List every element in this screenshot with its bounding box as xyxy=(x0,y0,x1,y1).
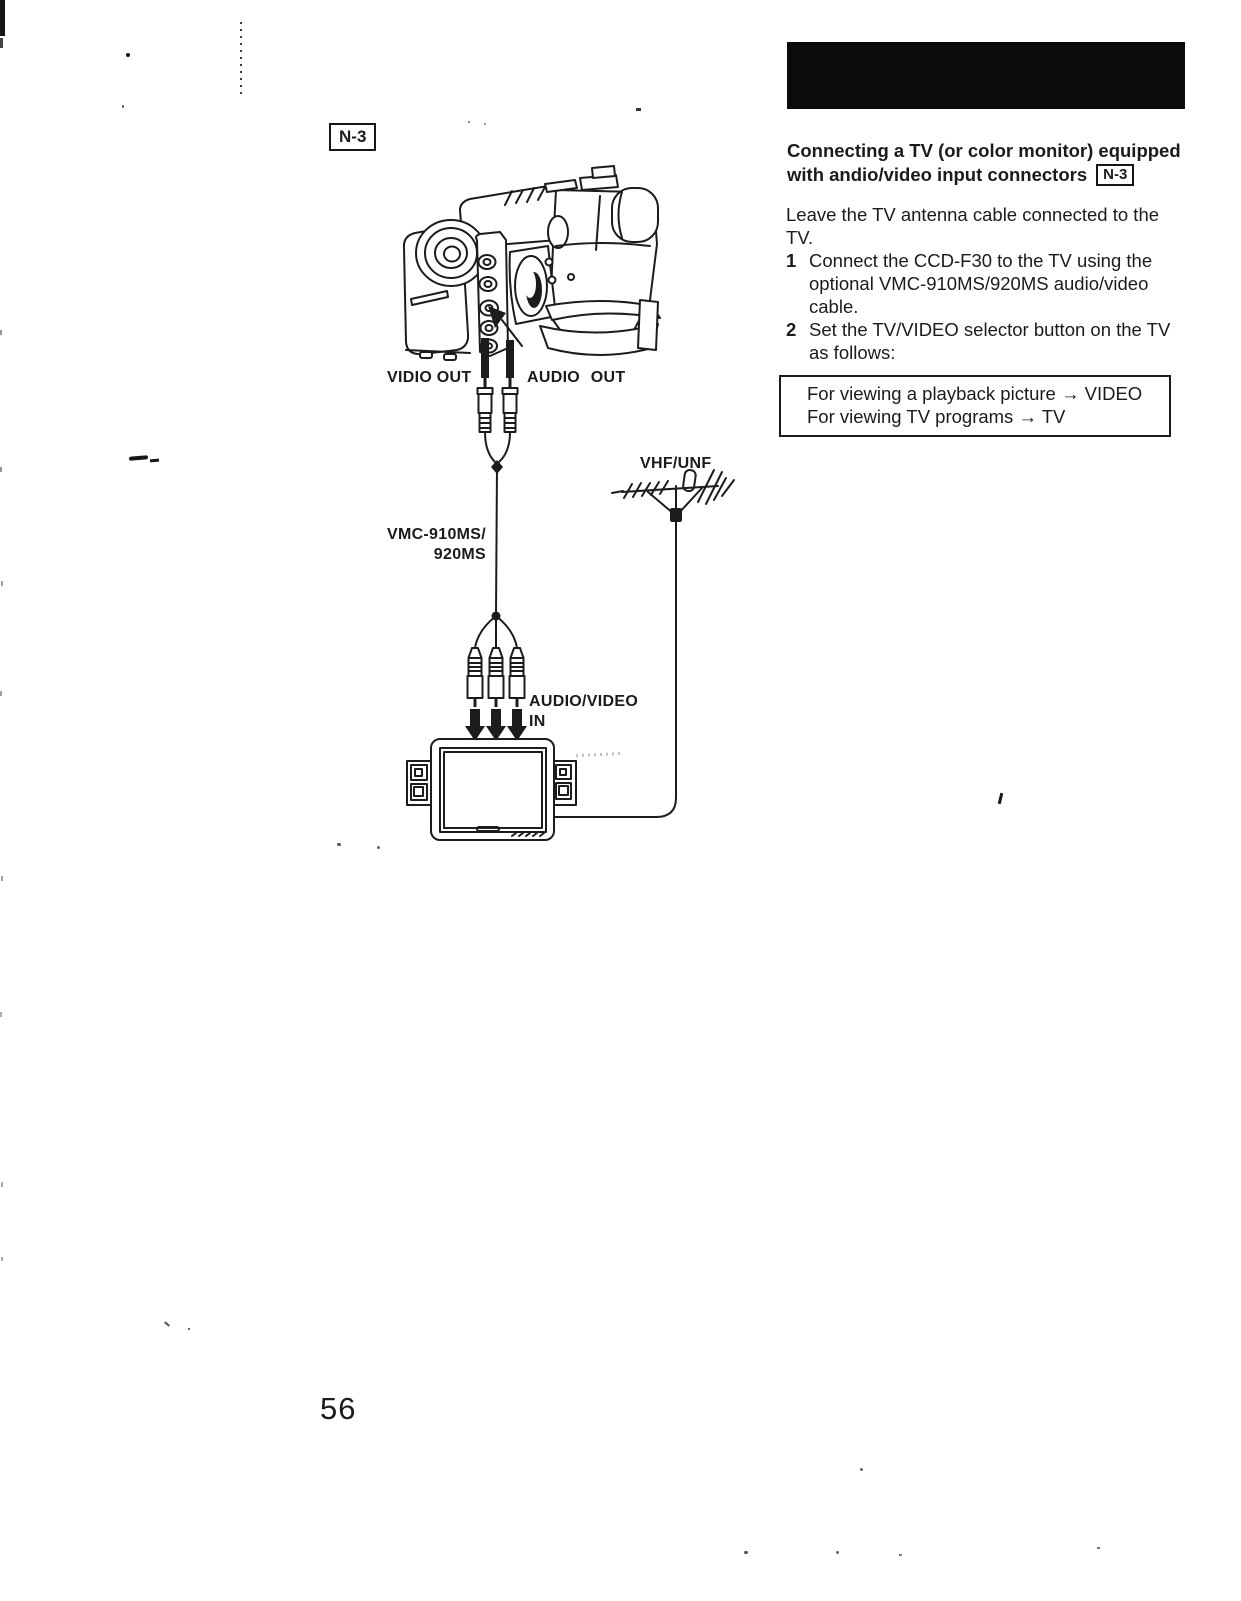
step-number: 2 xyxy=(786,319,797,340)
diagram-section-tag: N-3 xyxy=(329,123,376,151)
label-audio-out: AUDIO OUT xyxy=(527,369,626,386)
label-cable-model-line2: 920MS xyxy=(433,546,486,563)
page-number: 56 xyxy=(320,1391,357,1426)
intro-paragraph: Leave the TV antenna cable connected to the TV. xyxy=(786,204,1160,248)
camcorder-output-cables xyxy=(478,338,518,474)
label-av-in-line2: IN xyxy=(529,713,546,730)
step-text: Set the TV/VIDEO selector button on the TV as follows: xyxy=(809,319,1171,363)
rca-plug-video-out xyxy=(478,378,493,432)
rca-plug-av-in xyxy=(465,648,485,741)
label-antenna: VHF/UNF xyxy=(640,455,712,472)
section-heading-tag: N-3 xyxy=(1096,164,1134,186)
tv-illustration xyxy=(407,739,576,840)
step-text: Connect the CCD-F30 to the TV using the optional VMC-910MS/920MS audio/video cable. xyxy=(809,250,1153,317)
rca-plug-av-in xyxy=(507,648,527,741)
camcorder-illustration xyxy=(404,166,660,360)
selector-note-line2: For viewing TV programs → TV xyxy=(807,406,1066,427)
rca-plug-audio-out xyxy=(503,378,518,432)
label-video-out: VIDIO OUT xyxy=(387,369,472,386)
av-in-plugs-and-arrows xyxy=(465,648,527,741)
selector-note-line1: For viewing a playback picture → VIDEO xyxy=(807,383,1143,404)
section-heading-line1: Connecting a TV (or color monitor) equipped xyxy=(787,140,1181,161)
label-av-in-line1: AUDIO/VIDEO xyxy=(529,693,639,710)
section-heading xyxy=(787,139,1181,187)
step-2 xyxy=(786,318,1180,364)
step-number: 1 xyxy=(786,250,797,271)
label-cable-model xyxy=(376,525,486,565)
label-av-in xyxy=(529,692,638,732)
antenna-illustration xyxy=(554,469,734,817)
tv-video-selector-note-box xyxy=(779,375,1171,437)
rca-plug-av-in xyxy=(486,648,506,741)
label-cable-model-line1: VMC-910MS/ xyxy=(386,526,486,543)
instructions xyxy=(786,203,1180,364)
section-heading-line2: with andio/video input connectors xyxy=(787,164,1088,185)
step-1 xyxy=(786,249,1180,318)
